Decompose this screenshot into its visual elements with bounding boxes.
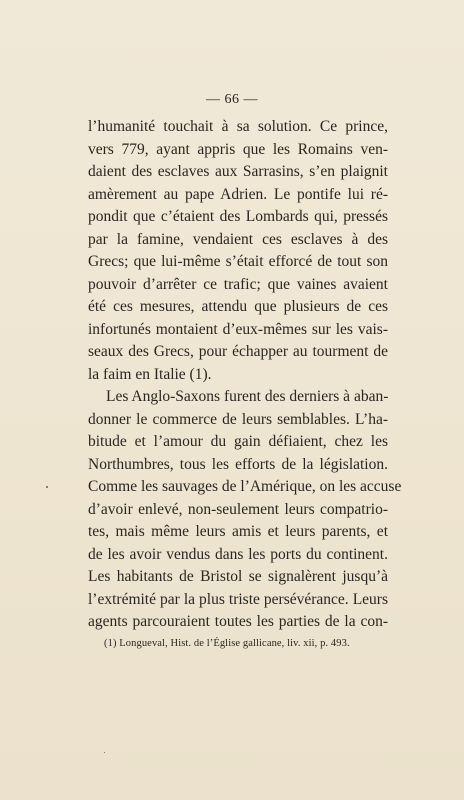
text-line: l’humanité touchait à sa solution. Ce prince, bbox=[88, 118, 388, 135]
paragraph-start-line: Les Anglo-Saxons furent des derniers à aban- bbox=[106, 388, 389, 405]
text-line: seaux des Grecs, pour échapper au tourment de bbox=[88, 343, 388, 360]
text-line: tes, mais même leurs amis et leurs parents, et bbox=[88, 523, 388, 540]
paragraph-end-line: la faim en Italie (1). bbox=[88, 365, 212, 383]
text-line: Grecs; que lui-même s’était efforcé de tout son bbox=[88, 253, 388, 270]
text-line: amèrement au pape Adrien. Le pontife lui ré- bbox=[88, 185, 388, 203]
text-line: vers 779, ayant appris que les Romains ven- bbox=[88, 140, 388, 158]
text-line: donner le commerce de leurs semblables. L’ha- bbox=[88, 410, 388, 428]
text-line: pouvoir d’arrêter ce trafic; que vaines avaient bbox=[88, 275, 388, 293]
text-line: daient des esclaves aux Sarrasins, s’en plaignit bbox=[88, 163, 388, 180]
text-line: Les habitants de Bristol se signalèrent jusqu’à bbox=[88, 568, 388, 585]
footnote: (1) Longueval, Hist. de l’Église gallicane, liv. xii, p. 493. bbox=[104, 638, 350, 649]
text-line: par la famine, vendaient ces esclaves à des bbox=[88, 230, 388, 248]
body-text bbox=[88, 116, 402, 634]
page-number: — 66 — bbox=[206, 92, 258, 107]
text-line: été ces mesures, attendu que plusieurs de ces bbox=[88, 298, 388, 315]
text-line: infortunés montaient d’eux-mêmes sur les vais- bbox=[88, 320, 388, 338]
text-line: pondit que c’étaient des Lombards qui, pressés bbox=[88, 208, 388, 225]
text-line: d’avoir enlevé, non-seulement leurs compatrio- bbox=[88, 500, 388, 518]
text-line: bitude et l’amour du gain défiaient, chez les bbox=[88, 433, 388, 450]
text-line: Northumbres, tous les efforts de la législation. bbox=[88, 455, 388, 473]
paper-speck bbox=[104, 752, 105, 753]
text-line: l’extrémité par la plus triste persévérance. Leurs bbox=[88, 590, 388, 608]
text-line: agents parcouraient toutes les parties de la con- bbox=[88, 613, 388, 630]
text-line: Comme les sauvages de l’Amérique, on les accuse bbox=[88, 478, 402, 495]
paper-speck bbox=[46, 486, 48, 488]
text-line: de les avoir vendus dans les ports du continent. bbox=[88, 545, 388, 563]
